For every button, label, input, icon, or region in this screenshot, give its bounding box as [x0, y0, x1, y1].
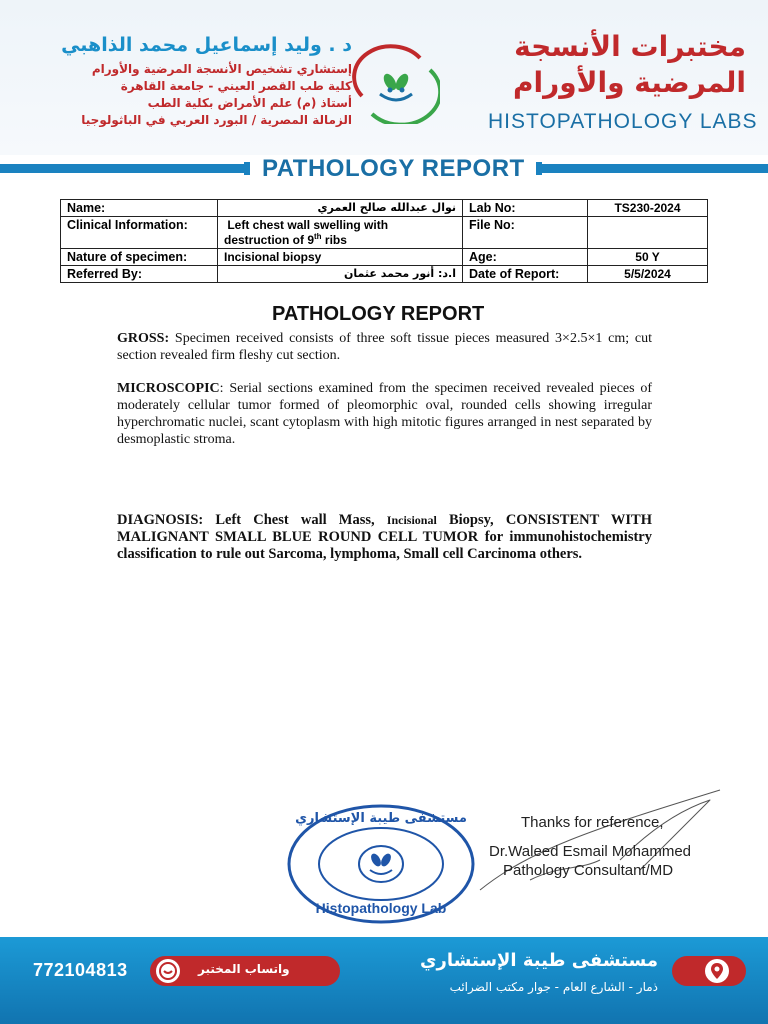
date-value: 5/5/2024 — [588, 266, 708, 283]
referred-value: ا.د: أنور محمد عثمان — [218, 266, 463, 283]
doctor-name: د . وليد إسماعيل محمد الذاهبي — [61, 34, 352, 56]
doctor-line: الزمالة المصرية / البورد العربي في الباثولوجيا — [81, 113, 352, 127]
lab-name-arabic: مختبرات الأنسجة — [514, 30, 746, 63]
diagnosis-section — [117, 512, 652, 563]
stamp-text-arabic: مستشفى طيبة الإستشاري — [295, 811, 467, 826]
referred-label: Referred By: — [61, 266, 218, 283]
table-row — [61, 200, 708, 217]
thanks-note: Thanks for reference, — [521, 814, 664, 831]
gross-label: GROSS: — [117, 331, 170, 346]
clinical-info-label: Clinical Information: — [61, 217, 218, 249]
stamp-text-english: Histopathology Lab — [315, 900, 447, 916]
date-label: Date of Report: — [463, 266, 588, 283]
section-title: PATHOLOGY REPORT — [272, 303, 485, 325]
clinical-text: ribs — [321, 233, 347, 247]
diagnosis-text: Biopsy, CONSISTENT WITH MALIGNANT SMALL BLUE ROUND CELL TUMOR for immunohistochemistry classification to rule out Sarcoma, lymphoma, Small cell Carcinoma others. — [117, 512, 653, 562]
clinical-text: destruction of 9 — [224, 233, 315, 247]
diagnosis-text: DIAGNOSIS: Left Chest wall Mass, — [117, 512, 387, 528]
table-row — [61, 266, 708, 283]
name-value: نوال عبدالله صالح العمري — [218, 200, 463, 217]
lab-logo-icon — [350, 44, 440, 124]
phone-number: 772104813 — [33, 960, 128, 980]
patient-info-table — [60, 199, 708, 283]
gross-section — [117, 330, 652, 364]
signatory-title: Pathology Consultant/MD — [503, 862, 674, 879]
location-pin-icon — [705, 959, 729, 983]
whatsapp-icon — [156, 959, 180, 983]
microscopic-text: : Serial sections examined from the specimen received revealed pieces of moderately cellular tumor formed of pleomorphic oval, rounded cells showing irregular hyperchromatic nuclei, scant cytoplasm with high mitotic figures arranged in nest separated by desmoplastic stroma. — [117, 381, 652, 447]
lab-name-english: HISTOPATHOLOGY LABS — [488, 110, 758, 133]
signatory-name: Dr.Waleed Esmail Mohammed — [489, 843, 692, 860]
doctor-line: أستاذ (م) علم الأمراض بكلية الطب — [147, 96, 352, 110]
hospital-address: ذمار - الشارع العام - جوار مكتب الضرائب — [449, 980, 658, 994]
hospital-name: مستشفى طيبة الإستشاري — [420, 950, 658, 971]
specimen-label: Nature of specimen: — [61, 249, 218, 266]
clinical-info-value — [218, 217, 463, 249]
clinical-text: Left chest wall swelling with — [227, 218, 389, 232]
report-title: PATHOLOGY REPORT — [262, 155, 525, 182]
specimen-value: Incisional biopsy — [218, 249, 463, 266]
lab-stamp — [284, 800, 478, 928]
file-no-label: File No: — [463, 217, 588, 249]
microscopic-label: MICROSCOPIC — [117, 381, 220, 396]
lab-no-label: Lab No: — [463, 200, 588, 217]
doctor-info — [22, 34, 352, 130]
lab-no-value: TS230-2024 — [588, 200, 708, 217]
table-row — [61, 217, 708, 249]
file-no-value — [588, 217, 708, 249]
diagnosis-text: Incisional — [386, 513, 437, 527]
table-row — [61, 249, 708, 266]
doctor-line: كلية طب القصر العيني - جامعة القاهرة — [120, 79, 352, 93]
microscopic-section — [117, 380, 652, 448]
age-label: Age: — [463, 249, 588, 266]
age-value: 50 Y — [588, 249, 708, 266]
gross-text: Specimen received consists of three soft tissue pieces measured 3×2.5×1 cm; cut section revealed firm fleshy cut section. — [117, 331, 652, 363]
whatsapp-label: واتساب المختبر — [198, 962, 290, 976]
name-label: Name: — [61, 200, 218, 217]
lab-name-arabic: المرضية والأورام — [512, 66, 746, 99]
doctor-line: إستشاري تشخيص الأنسجة المرضية والأورام — [91, 62, 352, 76]
clinical-sup: th — [314, 232, 322, 241]
